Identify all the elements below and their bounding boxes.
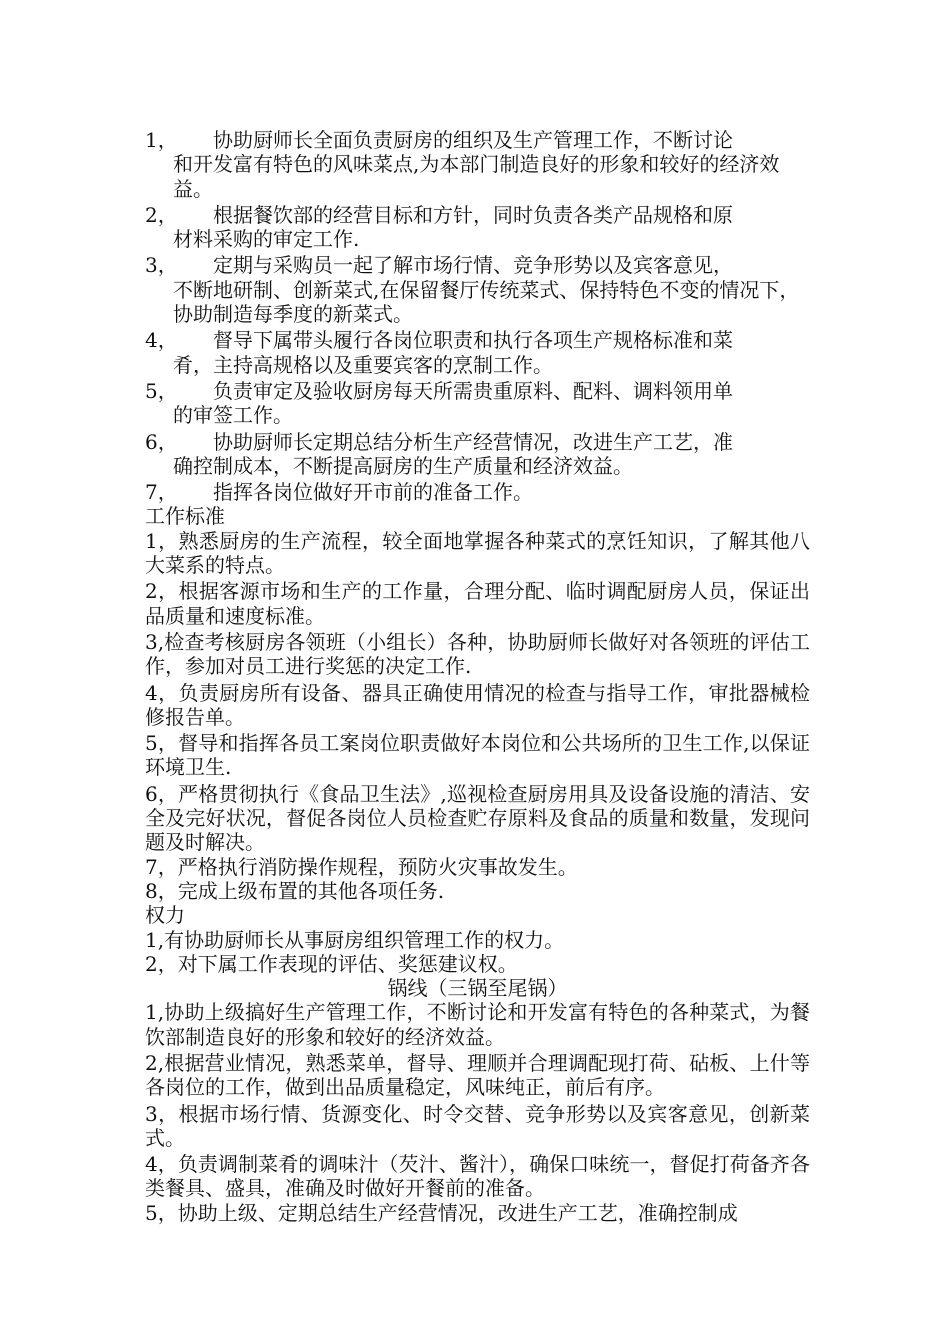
standard-item: 5，督导和指挥各员工案岗位职责做好本岗位和公共场所的卫生工作,以保证环境卫生. [145, 731, 810, 780]
duty-text-cont: 不断地研制、创新菜式,在保留餐厅传统菜式、保持特色不变的情况下，协助制造每季度的新菜式。 [173, 277, 800, 327]
duty-text: 督导下属带头履行各岗位职责和执行各项生产规格标准和菜 [213, 328, 733, 353]
duty-number: 2， [145, 202, 178, 227]
authority-item: 2，对下属工作表现的评估、奖惩建议权。 [145, 951, 518, 976]
document-body [145, 128, 810, 1225]
duty-number: 6， [145, 429, 178, 454]
duty-number: 7， [145, 480, 178, 505]
standards-heading: 工作标准 [145, 504, 225, 529]
wok-item: 1,协助上级搞好生产管理工作，不断讨论和开发富有特色的各种菜式，为餐饮部制造良好的形象和较好的经济效益。 [145, 1000, 810, 1049]
standard-item: 2，根据客源市场和生产的工作量，合理分配、临时调配厨房人员，保证出品质量和速度标准。 [145, 579, 810, 628]
duty-item [145, 253, 810, 326]
duty-item [145, 328, 810, 377]
duty-text: 协助厨师长全面负责厨房的组织及生产管理工作，不断讨论 [213, 128, 733, 152]
duty-text: 指挥各岗位做好开市前的准备工作。 [213, 480, 533, 505]
duty-number: 1， [145, 128, 178, 152]
duty-text: 协助厨师长定期总结分析生产经营情况，改进生产工艺，准 [213, 429, 733, 454]
wok-item: 5，协助上级、定期总结生产经营情况，改进生产工艺，准确控制成 [145, 1200, 738, 1225]
wok-item: 4，负责调制菜肴的调味汁（芡汁、酱汁），确保口味统一，督促打荷备齐各类餐具、盛具，准确及时做好开餐前的准备。 [145, 1152, 810, 1201]
duty-text: 根据餐饮部的经营目标和方针，同时负责各类产品规格和原 [213, 202, 733, 227]
wok-heading: 锅线（三锅至尾锅） [387, 976, 568, 1001]
authority-heading: 权力 [145, 903, 185, 928]
duty-item [145, 480, 810, 504]
duty-item [145, 430, 810, 479]
duty-number: 5， [145, 378, 178, 403]
duty-item [145, 203, 810, 252]
duty-text-cont: 和开发富有特色的风味菜点,为本部门制造良好的形象和较好的经济效益。 [173, 152, 780, 201]
duty-text-cont: 材料采购的审定工作. [173, 227, 360, 252]
duty-text-cont: 的审签工作。 [173, 403, 293, 428]
duty-number: 4， [145, 328, 178, 353]
wok-item: 2,根据营业情况，熟悉菜单，督导、理顺并合理调配现打荷、砧板、上什等各岗位的工作，做到出品质量稳定，风味纯正，前后有序。 [145, 1050, 810, 1100]
duty-text-cont: 肴，主持高规格以及重要宾客的烹制工作。 [173, 352, 553, 377]
standard-item: 3,检查考核厨房各领班（小组长）各种，协助厨师长做好对各领班的评估工作，参加对员工进行奖惩的决定工作. [145, 629, 810, 679]
wok-item: 3，根据市场行情、货源变化、时令交替、竞争形势以及宾客意见，创新菜式。 [145, 1101, 810, 1150]
standard-item: 4，负责厨房所有设备、器具正确使用情况的检查与指导工作，审批器械检修报告单。 [145, 680, 810, 729]
duty-text-cont: 确控制成本，不断提高厨房的生产质量和经济效益。 [173, 453, 633, 478]
standard-item: 6，严格贯彻执行《食品卫生法》,巡视检查厨房用具及设备设施的清洁、安全及完好状况，督促各岗位人员检查贮存原料及食品的质量和数量，发现问题及时解决。 [145, 781, 810, 855]
standard-item: 1，熟悉厨房的生产流程，较全面地掌握各种菜式的烹饪知识，了解其他八大菜系的特点。 [145, 528, 810, 578]
duty-item [145, 379, 810, 428]
standard-item: 7，严格执行消防操作规程，预防火灾事故发生。 [145, 854, 578, 879]
duty-text: 定期与采购员一起了解市场行情、竞争形势以及宾客意见， [213, 253, 733, 278]
duty-text: 负责审定及验收厨房每天所需贵重原料、配料、调料领用单 [213, 378, 733, 403]
duty-number: 3， [145, 253, 178, 278]
standard-item: 8，完成上级布置的其他各项任务. [145, 878, 445, 903]
authority-item: 1,有协助厨师长从事厨房组织管理工作的权力。 [145, 927, 565, 952]
duty-item [145, 128, 810, 201]
